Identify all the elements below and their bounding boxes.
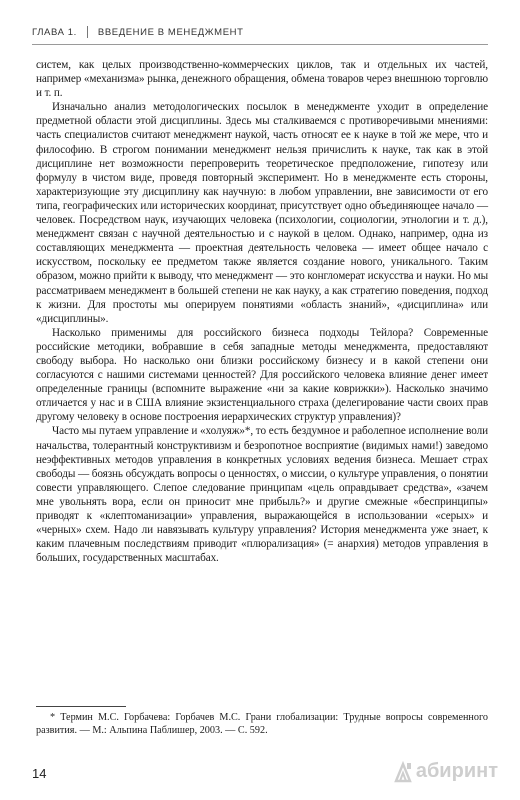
main-text [36,58,488,565]
footnote [36,712,488,737]
watermark-text: абиринт [415,760,498,782]
footnote-rule [36,706,126,707]
paragraph: Изначально анализ методологических посылок в менеджменте уходит в определение предметной области этой дисциплины. Здесь мы сталкиваемся с противоречивыми мнениями: часть специалистов считают менеджмент наукой, часть относят ее к науке в той же мере, что и философию. В строгом понимании менеджмент нельзя причислить к науке, так как в этой дисциплине нет возможности перепроверить теоретическое предположение, гипотезу или формулу в чистом виде, проведя повторный эксперимент. Но в менеджменте есть стороны, характеризующие эту дисциплину как научную: в любом управлении, вне зависимости от его типа, географических или исторических координат, присутствует одно объединяющее начало — человек. Посредством наук, изучающих человека (психологии, социологии, этнологии и т. д.), менеджмент связан с научной деятельностью и с наукой в целом. Однако, например, одна из составляющих менеджмента — проектная деятельность человека — имеет общее начало с искусством, поскольку ее предметом также является создание нового, уникального. Таким образом, можно прийти к выводу, что менеджмент — это конгломерат искусства и науки. Но мы рассматриваем менеджмент в большей степени не как науку, а как стратегию поведения, подход к жизни. Для простоты мы оперируем понятиями «область знаний», «дисциплина» или «дисциплины». [36,101,488,325]
header-rule [32,44,488,45]
paragraph: Насколько применимы для российского бизнеса подходы Тейлора? Современные российские методики, вобравшие в себя западные методы менеджмента, предоставляют свободу выбора. Но насколько они близки российскому бизнесу и в какой степени они согласуются с нашими системами ценностей? Для российского человека влияние денег имеет определенные границы (вспомните выражение «ни за какие коврижки»). Насколько значимо отличается у нас и в США влияние экзистенциального страха (делегирование части своих прав другому человеку в основе построения иерархических структур управления)? [36,326,488,424]
chapter-title: ВВЕДЕНИЕ В МЕНЕДЖМЕНТ [97,26,244,38]
page-number: 14 [32,766,47,781]
paragraph: Часто мы путаем управление и «холуяж»*, то есть бездумное и рабoлепное исполнение воли начальства, толерантный конструктивизм и безропотное восприятие (видимых нами!) заведомо неэффективных методов управления в конкретных условиях ведения бизнеса. Мешает страх свободы — боязнь обсуждать вопросы о ценностях, о миссии, о культуре управления, о понятии совести управляющего. Слепое следование принципам «цель оправдывает средства», «зачем мне увольнять вора, если он приносит мне прибыль?» и другие смежные «беспринципы» приводят к «клептоманизации» управления, выражающейся в использовании «серых» и «черных» схем. Надо ли навязывать культуру управления? История менеджмента уже знает, к каким плачевным последствиям приводит «плюрализация» (= анархия) методов управления в больших, государственных масштабах. [36,425,488,565]
header-separator [87,26,88,38]
watermark [392,760,498,783]
running-header [32,26,244,38]
chapter-number: ГЛАВА 1. [32,26,77,38]
footnote-text: Термин М.С. Горбачева: Горбачев М.С. Грани глобализации: Трудные вопросы современного развития. — М.: Альпина Паблишер, 2003. — С. 592. [36,712,488,736]
labyrinth-logo-icon [392,761,414,783]
paragraph: систем, как целых производственно-коммерческих циклов, так и отдельных их частей, например «механизма» рынка, денежного обращения, обмена товаров через внешнюю торговлю и т. п. [36,59,488,100]
footnote-mark: * [50,712,56,723]
